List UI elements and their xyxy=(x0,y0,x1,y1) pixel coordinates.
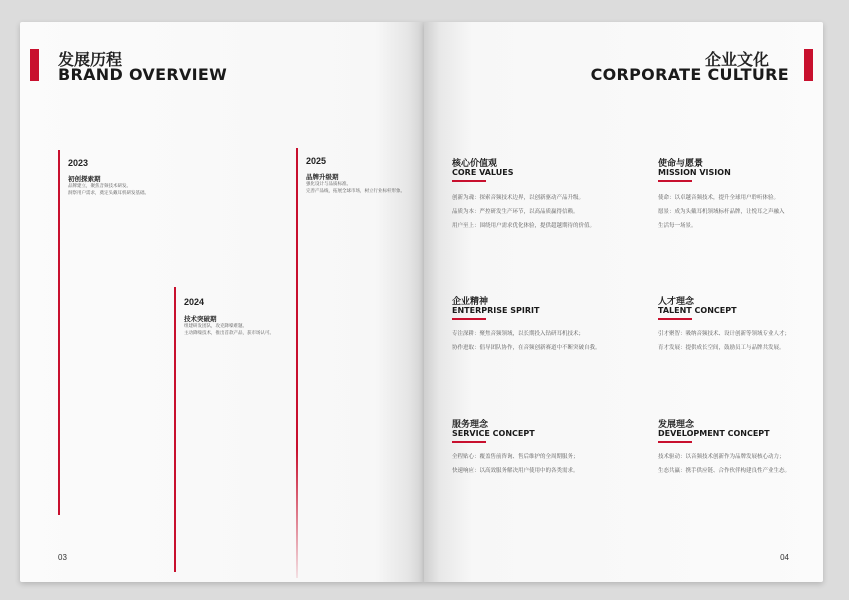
timeline-desc-line: 完善产品线，拓展全球市场，树立行业标杆形象。 xyxy=(306,188,405,194)
timeline-stage-2025: 品牌升级期 xyxy=(306,173,339,181)
timeline-year-2023: 2023 xyxy=(68,158,89,168)
left-title-cn: 发展历程 xyxy=(58,50,123,69)
right-page xyxy=(424,22,823,582)
section-item: 用户至上：围绕用户需求优化体验，提供超越期待的价值。 xyxy=(452,223,596,229)
section-mission-vision-en: MISSION VISION xyxy=(658,168,731,177)
timeline-line-2025 xyxy=(296,148,298,578)
page-number-left: 03 xyxy=(58,553,67,562)
section-underline xyxy=(658,180,692,182)
section-development-concept-en: DEVELOPMENT CONCEPT xyxy=(658,429,770,438)
timeline-desc-line: 品牌建立，聚焦音频技术研发。 xyxy=(68,184,131,189)
section-item: 创新为魂：探索音频技术边界，以创新驱动产品升级。 xyxy=(452,195,585,201)
timeline-line-2024 xyxy=(174,287,176,572)
timeline-stage-2023: 初创探索期 xyxy=(68,175,101,183)
section-item: 使命：以卓越音频技术，提升全球用户聆听体验。 xyxy=(658,195,780,201)
right-title-en: CORPORATE CULTURE xyxy=(590,65,789,84)
timeline-desc-line: 组建研发团队，攻克降噪难题。 xyxy=(184,324,247,329)
section-item: 专注深耕：聚焦音频领域，以长期投入钻研耳机技术； xyxy=(452,331,585,337)
timeline-stage-2024: 技术突破期 xyxy=(184,315,217,323)
timeline-desc-2025 xyxy=(306,182,416,195)
section-development-concept-cn: 发展理念 xyxy=(658,420,695,430)
section-enterprise-spirit-cn: 企业精神 xyxy=(452,297,489,307)
section-core-values-en: CORE VALUES xyxy=(452,168,514,177)
timeline-desc-line: 洞察用户需求，奠定头戴耳机研发基础。 xyxy=(68,190,149,196)
section-underline xyxy=(452,441,486,443)
section-underline xyxy=(452,180,486,182)
section-item: 全程贴心：覆盖售前咨询、售后维护的全周期服务； xyxy=(452,454,579,460)
section-service-concept-cn: 服务理念 xyxy=(452,420,489,430)
timeline-desc-line: 主动降噪技术，推出首款产品，获市场认可。 xyxy=(184,330,274,336)
section-item: 品质为本：严控研发生产环节，以高品质赢得信赖。 xyxy=(452,209,579,215)
timeline-year-2024: 2024 xyxy=(184,297,205,307)
section-item: 快速响应：以高效服务解决用户使用中的各类需求。 xyxy=(452,468,579,474)
timeline-line-2023 xyxy=(58,150,60,515)
right-title-cn: 企业文化 xyxy=(704,50,769,69)
right-title-red-bar xyxy=(804,49,813,81)
timeline-desc-2023 xyxy=(68,184,178,197)
section-underline xyxy=(452,318,486,320)
timeline-year-2025: 2025 xyxy=(306,156,327,166)
left-title-red-bar xyxy=(30,49,39,81)
section-item: 愿景：成为头戴耳机领域标杆品牌，让悦耳之声融入 xyxy=(658,209,785,215)
section-talent-concept-cn: 人才理念 xyxy=(658,297,695,307)
section-item: 育才发展：提供成长空间，鼓励员工与品牌共发展。 xyxy=(658,345,785,351)
section-underline xyxy=(658,318,692,320)
section-item: 协作进取：倡导团队协作，在音频创新赛道中不断突破自我。 xyxy=(452,345,601,351)
timeline-desc-line: 强化设计与品质标准。 xyxy=(306,182,351,187)
left-title-en: BRAND OVERVIEW xyxy=(58,65,228,84)
page-number-right: 04 xyxy=(780,553,789,562)
section-item: 引才聚智：吸纳音频技术、设计创新等领域专业人才； xyxy=(658,331,791,337)
left-page xyxy=(20,22,424,582)
section-service-concept-en: SERVICE CONCEPT xyxy=(452,429,535,438)
section-item: 生态共赢：携手供应链、合作伙伴构建良性产业生态。 xyxy=(658,468,791,474)
section-enterprise-spirit-en: ENTERPRISE SPIRIT xyxy=(452,306,540,315)
section-core-values-cn: 核心价值观 xyxy=(452,159,498,169)
section-item: 技术驱动：以音频技术创新作为品牌发展核心动力； xyxy=(658,454,785,460)
section-mission-vision-cn: 使命与愿景 xyxy=(658,159,704,169)
timeline-desc-2024 xyxy=(184,324,294,337)
section-item: 生活每一场景。 xyxy=(658,223,697,229)
section-underline xyxy=(658,441,692,443)
section-talent-concept-en: TALENT CONCEPT xyxy=(658,306,737,315)
